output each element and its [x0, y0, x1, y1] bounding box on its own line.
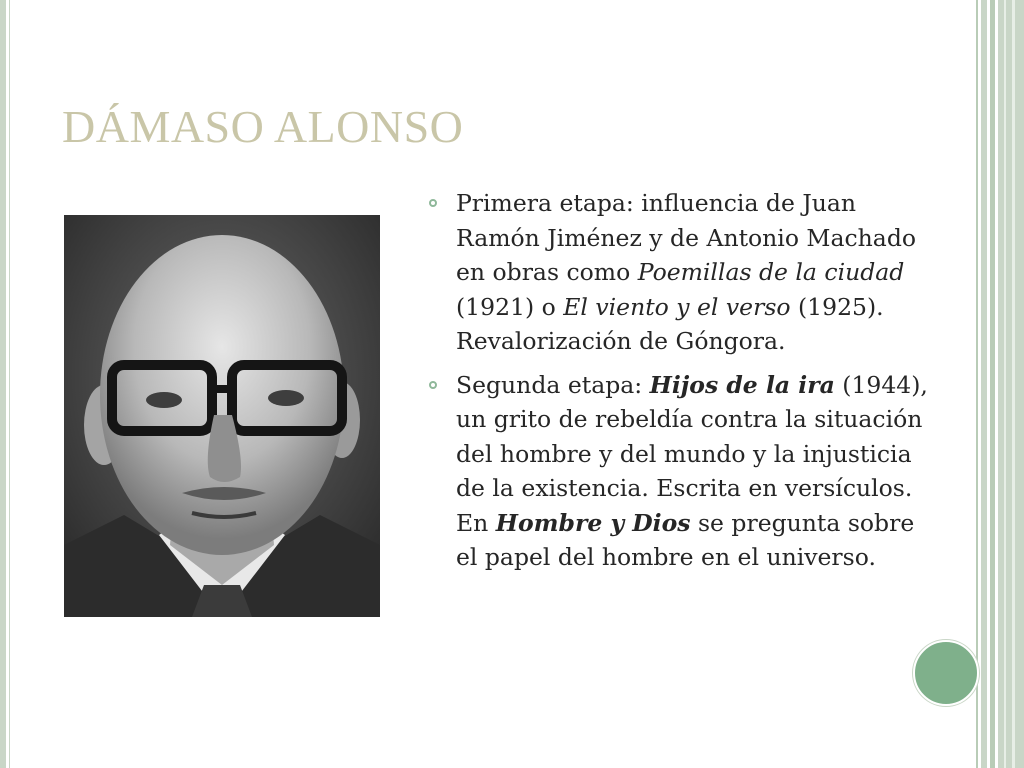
right-stripe — [998, 0, 1024, 768]
bullet-text: Primera etapa: influencia de Juan Ramón Jiménez y de Antonio Machado en obras como — [456, 189, 917, 286]
work-title: Hijos de la ira — [649, 370, 835, 399]
right-stripe — [990, 0, 995, 768]
bullet-text: Segunda etapa: — [456, 370, 650, 399]
bullet-text: (1944), un grito de rebeldía contra la situación del hombre y del mundo y la injusticia de la existencia. Escrita en versículos. En — [456, 370, 928, 537]
left-border — [0, 0, 6, 768]
bullet-ring-icon — [429, 381, 437, 389]
bullet-ring-icon — [429, 199, 437, 207]
work-title: El viento y el verso — [563, 292, 791, 321]
bullet-text: se pregunta sobre el papel del hombre en el universo. — [456, 508, 915, 571]
work-title: Poemillas de la ciudad — [637, 258, 905, 286]
work-title: Hombre y Dios — [495, 508, 691, 537]
right-stripe — [981, 0, 987, 768]
bullet-text: (1925). Revalorización de Góngora. — [456, 292, 884, 355]
bullet-item-2 — [428, 368, 928, 575]
right-stripe — [1012, 0, 1015, 768]
decorative-circle — [913, 640, 979, 706]
right-stripe — [1004, 0, 1006, 768]
bullet-text: (1921) o — [456, 292, 564, 321]
right-stripe — [976, 0, 978, 768]
slide-title: DÁMASO ALONSO — [62, 101, 464, 152]
bullet-item-1 — [428, 186, 928, 359]
left-border-line — [9, 0, 10, 768]
portrait-image — [64, 215, 380, 617]
portrait-drawing — [64, 215, 380, 617]
bullet-list — [428, 186, 928, 584]
